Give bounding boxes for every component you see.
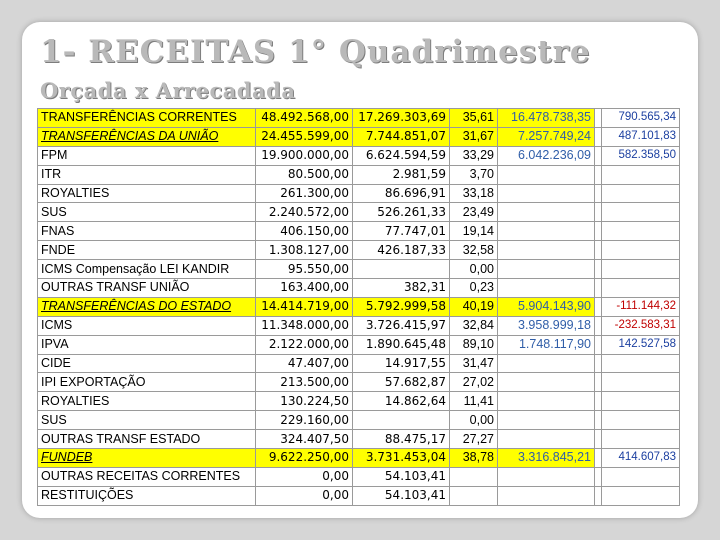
cell-diferenca bbox=[602, 203, 680, 222]
row-name: SUS bbox=[38, 203, 256, 222]
cell-prevista: 0,00 bbox=[256, 467, 353, 486]
page-subtitle: Orçada x Arrecadada bbox=[40, 78, 296, 103]
cell-diferenca: -232.583,31 bbox=[602, 316, 680, 335]
table-row bbox=[38, 486, 680, 505]
cell-gap bbox=[595, 354, 602, 373]
cell-diferenca bbox=[602, 411, 680, 430]
cell-arrecadada: 1.890.645,48 bbox=[353, 335, 450, 354]
cell-prevista: 0,00 bbox=[256, 486, 353, 505]
cell-arrecadada: 5.792.999,58 bbox=[353, 297, 450, 316]
cell-gap bbox=[595, 260, 602, 279]
cell-diferenca bbox=[602, 279, 680, 298]
table-row bbox=[38, 467, 680, 486]
cell-anterior bbox=[498, 373, 595, 392]
row-name: FPM bbox=[38, 146, 256, 165]
cell-anterior: 3.958.999,18 bbox=[498, 316, 595, 335]
cell-gap bbox=[595, 222, 602, 241]
cell-diferenca bbox=[602, 430, 680, 449]
cell-anterior bbox=[498, 279, 595, 298]
cell-percent: 33,18 bbox=[450, 184, 498, 203]
cell-diferenca: 414.607,83 bbox=[602, 449, 680, 468]
cell-anterior bbox=[498, 486, 595, 505]
cell-percent: 32,58 bbox=[450, 241, 498, 260]
table-row bbox=[38, 335, 680, 354]
row-name: OUTRAS TRANSF ESTADO bbox=[38, 430, 256, 449]
table-row bbox=[38, 184, 680, 203]
cell-gap bbox=[595, 146, 602, 165]
table-row bbox=[38, 316, 680, 335]
row-name: TRANSFERÊNCIAS DO ESTADO bbox=[38, 297, 256, 316]
cell-anterior bbox=[498, 411, 595, 430]
cell-arrecadada bbox=[353, 260, 450, 279]
row-name: ICMS bbox=[38, 316, 256, 335]
cell-anterior bbox=[498, 392, 595, 411]
cell-arrecadada: 3.731.453,04 bbox=[353, 449, 450, 468]
cell-prevista: 1.308.127,00 bbox=[256, 241, 353, 260]
row-name: SUS bbox=[38, 411, 256, 430]
cell-gap bbox=[595, 335, 602, 354]
cell-arrecadada: 77.747,01 bbox=[353, 222, 450, 241]
cell-anterior bbox=[498, 467, 595, 486]
cell-gap bbox=[595, 109, 602, 128]
cell-diferenca: 142.527,58 bbox=[602, 335, 680, 354]
row-name: CIDE bbox=[38, 354, 256, 373]
cell-diferenca bbox=[602, 467, 680, 486]
cell-anterior: 6.042.236,09 bbox=[498, 146, 595, 165]
revenue-table bbox=[37, 108, 680, 506]
cell-percent: 3,70 bbox=[450, 165, 498, 184]
cell-percent: 27,27 bbox=[450, 430, 498, 449]
cell-percent: 32,84 bbox=[450, 316, 498, 335]
cell-diferenca bbox=[602, 260, 680, 279]
cell-arrecadada: 426.187,33 bbox=[353, 241, 450, 260]
table-row bbox=[38, 297, 680, 316]
table-row bbox=[38, 373, 680, 392]
cell-arrecadada: 2.981,59 bbox=[353, 165, 450, 184]
cell-anterior: 7.257.749,24 bbox=[498, 127, 595, 146]
cell-percent bbox=[450, 467, 498, 486]
cell-percent: 19,14 bbox=[450, 222, 498, 241]
cell-prevista: 130.224,50 bbox=[256, 392, 353, 411]
cell-prevista: 2.122.000,00 bbox=[256, 335, 353, 354]
cell-anterior: 3.316.845,21 bbox=[498, 449, 595, 468]
cell-gap bbox=[595, 165, 602, 184]
cell-arrecadada: 88.475,17 bbox=[353, 430, 450, 449]
cell-arrecadada: 14.917,55 bbox=[353, 354, 450, 373]
row-name: FUNDEB bbox=[38, 449, 256, 468]
cell-diferenca bbox=[602, 354, 680, 373]
cell-diferenca: 790.565,34 bbox=[602, 109, 680, 128]
cell-prevista: 95.550,00 bbox=[256, 260, 353, 279]
cell-gap bbox=[595, 430, 602, 449]
cell-percent: 0,00 bbox=[450, 411, 498, 430]
cell-diferenca bbox=[602, 486, 680, 505]
cell-anterior bbox=[498, 354, 595, 373]
cell-percent: 27,02 bbox=[450, 373, 498, 392]
table-row bbox=[38, 392, 680, 411]
row-name: RESTITUIÇÕES bbox=[38, 486, 256, 505]
cell-prevista: 80.500,00 bbox=[256, 165, 353, 184]
row-name: FNDE bbox=[38, 241, 256, 260]
cell-arrecadada: 54.103,41 bbox=[353, 467, 450, 486]
cell-gap bbox=[595, 297, 602, 316]
cell-diferenca: -111.144,32 bbox=[602, 297, 680, 316]
cell-gap bbox=[595, 127, 602, 146]
cell-percent: 0,23 bbox=[450, 279, 498, 298]
row-name: IPVA bbox=[38, 335, 256, 354]
cell-gap bbox=[595, 392, 602, 411]
cell-anterior: 16.478.738,35 bbox=[498, 109, 595, 128]
cell-prevista: 261.300,00 bbox=[256, 184, 353, 203]
cell-gap bbox=[595, 279, 602, 298]
cell-gap bbox=[595, 467, 602, 486]
cell-gap bbox=[595, 373, 602, 392]
cell-arrecadada: 14.862,64 bbox=[353, 392, 450, 411]
page-title: 1- RECEITAS 1° Quadrimestre bbox=[40, 34, 591, 70]
cell-prevista: 213.500,00 bbox=[256, 373, 353, 392]
cell-arrecadada bbox=[353, 411, 450, 430]
row-name: ICMS Compensação LEI KANDIR bbox=[38, 260, 256, 279]
cell-diferenca bbox=[602, 373, 680, 392]
cell-diferenca bbox=[602, 222, 680, 241]
cell-percent: 89,10 bbox=[450, 335, 498, 354]
cell-prevista: 229.160,00 bbox=[256, 411, 353, 430]
cell-anterior bbox=[498, 241, 595, 260]
cell-diferenca: 582.358,50 bbox=[602, 146, 680, 165]
table-row bbox=[38, 260, 680, 279]
cell-diferenca bbox=[602, 165, 680, 184]
cell-gap bbox=[595, 241, 602, 260]
cell-prevista: 9.622.250,00 bbox=[256, 449, 353, 468]
table-row bbox=[38, 203, 680, 222]
cell-diferenca bbox=[602, 241, 680, 260]
cell-diferenca: 487.101,83 bbox=[602, 127, 680, 146]
cell-percent: 23,49 bbox=[450, 203, 498, 222]
cell-percent bbox=[450, 486, 498, 505]
cell-arrecadada: 7.744.851,07 bbox=[353, 127, 450, 146]
cell-percent: 31,47 bbox=[450, 354, 498, 373]
cell-gap bbox=[595, 486, 602, 505]
cell-prevista: 406.150,00 bbox=[256, 222, 353, 241]
cell-arrecadada: 17.269.303,69 bbox=[353, 109, 450, 128]
table-row bbox=[38, 222, 680, 241]
cell-gap bbox=[595, 449, 602, 468]
row-name: IPI EXPORTAÇÃO bbox=[38, 373, 256, 392]
cell-arrecadada: 382,31 bbox=[353, 279, 450, 298]
table-row bbox=[38, 109, 680, 128]
cell-arrecadada: 86.696,91 bbox=[353, 184, 450, 203]
table-row bbox=[38, 411, 680, 430]
cell-gap bbox=[595, 411, 602, 430]
cell-prevista: 14.414.719,00 bbox=[256, 297, 353, 316]
cell-prevista: 2.240.572,00 bbox=[256, 203, 353, 222]
cell-gap bbox=[595, 203, 602, 222]
cell-arrecadada: 57.682,87 bbox=[353, 373, 450, 392]
table-row bbox=[38, 430, 680, 449]
cell-prevista: 47.407,00 bbox=[256, 354, 353, 373]
row-name: OUTRAS RECEITAS CORRENTES bbox=[38, 467, 256, 486]
table-row bbox=[38, 127, 680, 146]
table-row bbox=[38, 279, 680, 298]
row-name: ITR bbox=[38, 165, 256, 184]
table-row bbox=[38, 449, 680, 468]
cell-arrecadada: 3.726.415,97 bbox=[353, 316, 450, 335]
cell-prevista: 163.400,00 bbox=[256, 279, 353, 298]
cell-arrecadada: 526.261,33 bbox=[353, 203, 450, 222]
cell-anterior: 1.748.117,90 bbox=[498, 335, 595, 354]
cell-prevista: 324.407,50 bbox=[256, 430, 353, 449]
cell-anterior bbox=[498, 184, 595, 203]
row-name: FNAS bbox=[38, 222, 256, 241]
cell-diferenca bbox=[602, 392, 680, 411]
cell-diferenca bbox=[602, 184, 680, 203]
row-name: TRANSFERÊNCIAS DA UNIÃO bbox=[38, 127, 256, 146]
row-name: TRANSFERÊNCIAS CORRENTES bbox=[38, 109, 256, 128]
cell-arrecadada: 54.103,41 bbox=[353, 486, 450, 505]
table-row bbox=[38, 165, 680, 184]
cell-gap bbox=[595, 316, 602, 335]
cell-anterior bbox=[498, 222, 595, 241]
cell-anterior: 5.904.143,90 bbox=[498, 297, 595, 316]
cell-gap bbox=[595, 184, 602, 203]
cell-prevista: 19.900.000,00 bbox=[256, 146, 353, 165]
table-row bbox=[38, 241, 680, 260]
cell-percent: 31,67 bbox=[450, 127, 498, 146]
cell-anterior bbox=[498, 165, 595, 184]
row-name: ROYALTIES bbox=[38, 184, 256, 203]
table-row bbox=[38, 146, 680, 165]
cell-prevista: 11.348.000,00 bbox=[256, 316, 353, 335]
cell-anterior bbox=[498, 203, 595, 222]
cell-anterior bbox=[498, 260, 595, 279]
row-name: ROYALTIES bbox=[38, 392, 256, 411]
cell-prevista: 24.455.599,00 bbox=[256, 127, 353, 146]
table-row bbox=[38, 354, 680, 373]
cell-percent: 40,19 bbox=[450, 297, 498, 316]
cell-percent: 11,41 bbox=[450, 392, 498, 411]
cell-arrecadada: 6.624.594,59 bbox=[353, 146, 450, 165]
row-name: OUTRAS TRANSF UNIÃO bbox=[38, 279, 256, 298]
cell-percent: 35,61 bbox=[450, 109, 498, 128]
cell-anterior bbox=[498, 430, 595, 449]
cell-prevista: 48.492.568,00 bbox=[256, 109, 353, 128]
cell-percent: 0,00 bbox=[450, 260, 498, 279]
cell-percent: 33,29 bbox=[450, 146, 498, 165]
cell-percent: 38,78 bbox=[450, 449, 498, 468]
